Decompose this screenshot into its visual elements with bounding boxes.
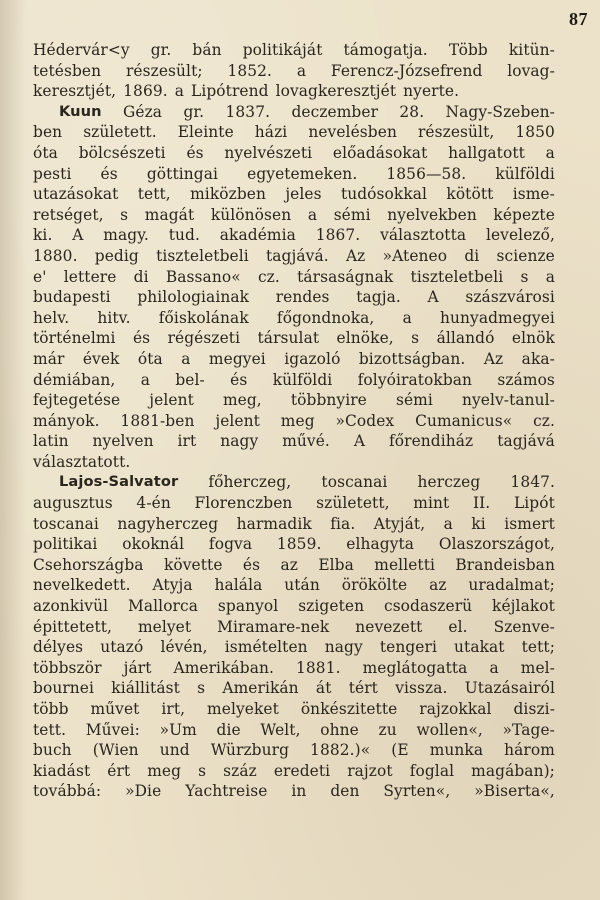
word: a: [307, 205, 318, 224]
word: sémi: [333, 205, 371, 224]
text-line: [33, 761, 555, 782]
word: szigeten: [298, 597, 365, 616]
word: rendes: [275, 288, 330, 307]
word: Lipót: [513, 494, 555, 513]
text-line: [33, 493, 555, 514]
word: Amerikában.: [173, 658, 275, 677]
word: művet: [90, 700, 140, 718]
word: a: [545, 267, 555, 286]
text-line: [33, 411, 555, 432]
word: »Die: [125, 782, 162, 801]
word: lovagkeresztjét: [275, 82, 397, 101]
word: Olaszországot,: [438, 535, 555, 554]
word: mint: [413, 494, 450, 513]
word: philologiainak: [137, 288, 250, 307]
entry-headword: Lajos-Salvator: [59, 473, 179, 491]
word: isme-: [512, 185, 555, 204]
word: képezte: [493, 205, 555, 224]
word: részesült;: [125, 61, 203, 80]
word: sémi: [395, 391, 433, 410]
word: di: [464, 246, 480, 265]
word: 1850: [515, 123, 555, 142]
word: nevelésben: [308, 123, 397, 142]
word: nyelvészeti: [224, 143, 313, 162]
word: és: [230, 370, 248, 389]
word: hunyadmegyei: [440, 308, 555, 327]
word: Mallorca: [128, 597, 199, 616]
word: három: [504, 741, 555, 760]
word: választatott.: [33, 452, 131, 471]
word: pesti: [33, 164, 72, 183]
text-line: [33, 308, 555, 329]
word: házi: [254, 123, 288, 142]
text-line: [33, 699, 555, 720]
word: főgondnoka,: [276, 308, 375, 327]
word: A: [72, 226, 84, 245]
word: elnöke,: [336, 329, 394, 348]
word: többnyire: [290, 391, 367, 410]
word: egyetemeken.: [247, 164, 358, 183]
word: folyóiratokban: [357, 370, 473, 389]
word: kitün-: [508, 41, 555, 59]
word: »Tage-: [502, 720, 555, 739]
word: tudósokkal: [340, 185, 428, 204]
word: gr.: [150, 41, 172, 59]
text-line: [33, 596, 555, 617]
word: elnök: [511, 329, 555, 348]
word: (E: [391, 741, 409, 760]
word: cz.: [257, 267, 280, 286]
entry-headword: Kuun: [59, 102, 102, 120]
word: Yachtreise: [185, 782, 268, 801]
word: a: [443, 514, 453, 533]
word: nyelv-tanul-: [461, 391, 555, 410]
word: keresztjét,: [33, 82, 117, 101]
word: Szenve-: [493, 617, 555, 636]
word: Bassano«: [165, 267, 241, 286]
word: nagyherczeg: [117, 514, 219, 533]
word: vissza.: [395, 679, 448, 698]
word: s: [411, 329, 420, 348]
word: »Um: [159, 720, 197, 739]
word: választotta: [380, 226, 467, 245]
word: ohne: [320, 720, 359, 739]
word: foglal: [409, 761, 455, 780]
word: épittetett,: [33, 617, 113, 636]
word: a: [296, 61, 307, 80]
word: Géza: [122, 102, 163, 121]
word: lévén,: [160, 638, 208, 657]
word: 4-én: [136, 494, 171, 513]
word: azonkivül: [33, 597, 109, 616]
word: s: [520, 267, 529, 286]
text-line: [33, 534, 555, 555]
text-line: [33, 246, 555, 267]
word: melyet: [137, 617, 192, 636]
word: göttingai: [146, 164, 219, 183]
word: Hédervár<y: [33, 41, 130, 59]
word: cz.: [533, 411, 555, 430]
word: előadásokat: [332, 143, 428, 162]
word: tett.: [33, 720, 67, 739]
word: nevelkedett.: [33, 576, 131, 595]
text-line: [33, 40, 555, 61]
word: és: [100, 164, 118, 183]
word: Atyja: [152, 576, 193, 595]
text-line: [33, 781, 555, 802]
word: után: [284, 576, 320, 595]
word: részesült,: [417, 123, 495, 142]
word: helv.: [33, 308, 70, 327]
word: önkészitette: [300, 700, 398, 718]
word: tagja.: [356, 288, 401, 307]
word: tiszteletbeli: [156, 246, 249, 265]
text-line: [33, 431, 555, 452]
text-line: [33, 164, 555, 185]
word: lettere: [63, 267, 117, 286]
word: magy.: [103, 226, 149, 245]
word: társulat: [257, 329, 320, 348]
word: fogva: [208, 535, 253, 554]
word: az: [429, 576, 447, 595]
text-line: [33, 452, 555, 473]
word: miközben: [190, 185, 266, 204]
word: Welt,: [260, 720, 301, 739]
word: munka: [429, 741, 484, 760]
word: délyes: [33, 638, 84, 657]
word: »Biserta«,: [474, 782, 555, 801]
word: melyeket: [207, 700, 279, 718]
word: igazoló: [284, 349, 341, 368]
text-line: [33, 205, 555, 226]
word: és: [132, 329, 151, 348]
word: a: [140, 370, 150, 389]
word: bán: [192, 41, 222, 59]
word: »Ateneo: [382, 246, 448, 265]
word: Több: [448, 41, 488, 59]
binding-shadow: [0, 0, 26, 900]
word: spanyol: [217, 597, 279, 616]
text-line: [33, 720, 555, 741]
word: uradalmat;: [468, 576, 555, 595]
word: e': [33, 267, 47, 286]
word: évek: [82, 349, 120, 368]
word: a: [402, 308, 412, 327]
word: in: [291, 782, 307, 801]
word: akadémia: [219, 226, 296, 245]
word: magát: [144, 205, 195, 224]
word: külföldi: [272, 370, 333, 389]
word: meg: [147, 761, 182, 780]
word: társaságnak: [297, 267, 394, 286]
word: ért: [107, 761, 131, 780]
word: nevezett: [355, 617, 423, 636]
text-line: [33, 122, 555, 143]
word: főherczeg,: [208, 473, 292, 492]
word: tett,: [137, 185, 171, 204]
word: politikáját: [242, 41, 323, 59]
word: melletti: [374, 555, 436, 574]
word: die: [216, 720, 241, 739]
word: kiállitást: [111, 679, 180, 698]
text-line: [33, 370, 555, 391]
word: át: [315, 679, 332, 698]
word: 1859.: [276, 535, 322, 554]
word: wollen«,: [416, 720, 483, 739]
word: mel-: [520, 658, 555, 677]
word: Würzburg: [210, 741, 290, 760]
word: utazásokat: [33, 185, 119, 204]
word: nagy: [324, 638, 363, 657]
word: latin: [33, 432, 69, 451]
word: »Codex: [335, 411, 395, 430]
word: 1847.: [510, 473, 555, 492]
word: megyei: [208, 349, 266, 368]
body-text: [33, 40, 555, 802]
word: rajzot: [347, 761, 393, 780]
word: buch: [33, 741, 72, 760]
word: Nagy-Szeben-: [445, 102, 555, 121]
word: Az: [345, 246, 366, 265]
text-line: [33, 678, 555, 699]
word: kiadást: [33, 761, 91, 780]
word: járt: [123, 658, 152, 677]
word: számos: [497, 370, 555, 389]
word: az: [280, 555, 298, 574]
word: Művei:: [85, 720, 140, 739]
word: Miramare-nek: [217, 617, 330, 636]
text-line: [33, 555, 555, 576]
word: a: [545, 143, 555, 162]
text-line: [33, 617, 555, 638]
word: s: [120, 205, 129, 224]
word: különösen: [210, 205, 292, 224]
word: irt,: [161, 700, 186, 718]
word: ismert: [504, 514, 555, 533]
word: támogatja.: [343, 41, 428, 59]
word: mányok.: [33, 411, 100, 430]
word: száz: [223, 761, 257, 780]
word: már: [33, 349, 65, 368]
word: Syrten«,: [383, 782, 451, 801]
word: 1881.: [296, 658, 341, 677]
word: gr.: [183, 102, 205, 121]
text-line: [33, 61, 555, 82]
word: s: [197, 679, 206, 698]
word: démiában,: [33, 370, 116, 389]
word: bel-: [175, 370, 205, 389]
word: hitv.: [97, 308, 131, 327]
text-line: [33, 81, 555, 102]
text-line: [33, 514, 555, 535]
word: pedig: [94, 246, 139, 265]
text-line: [33, 472, 555, 493]
word: augusztus: [33, 494, 113, 513]
word: meglátogatta: [362, 658, 468, 677]
word: 1856—58.: [386, 164, 467, 183]
word: und: [159, 741, 190, 760]
word: művé.: [282, 432, 330, 451]
word: harmadik: [236, 514, 312, 533]
word: utakat: [454, 638, 505, 657]
word: örökölte: [341, 576, 408, 595]
word: 28.: [399, 102, 425, 121]
word: szászvárosi: [465, 288, 555, 307]
word: ki.: [33, 226, 53, 245]
word: rajzokkal: [419, 700, 492, 718]
word: hallgatott: [448, 143, 525, 162]
text-line: [33, 575, 555, 596]
word: tengeri: [379, 638, 437, 657]
word: Eleinte: [177, 123, 234, 142]
word: 1880.: [33, 246, 78, 265]
word: régészeti: [167, 329, 241, 348]
word: 1869.: [123, 82, 168, 101]
word: óta: [137, 349, 163, 368]
word: ki: [471, 514, 486, 533]
word: (Wien: [92, 741, 139, 760]
text-line: [33, 740, 555, 761]
word: Amerikán: [222, 679, 299, 698]
word: II.: [472, 494, 491, 513]
word: tud.: [168, 226, 200, 245]
word: Lipótrend: [191, 82, 269, 101]
word: di: [133, 267, 149, 286]
word: bizottságban.: [358, 349, 466, 368]
word: diszi-: [513, 700, 555, 718]
word: zu: [378, 720, 397, 739]
word: politikai: [33, 535, 98, 554]
word: tett;: [521, 638, 555, 657]
word: halála: [214, 576, 263, 595]
word: magában);: [471, 761, 555, 780]
word: nagy: [220, 432, 259, 451]
word: a: [489, 658, 499, 677]
word: Utazásairól: [464, 679, 555, 698]
word: tetésben: [33, 61, 102, 80]
page-number: 87: [569, 9, 588, 29]
word: toscanai: [321, 473, 388, 492]
word: 1852.: [227, 61, 273, 80]
word: tagjává: [497, 432, 555, 451]
word: nyelven: [92, 432, 154, 451]
text-line: [33, 637, 555, 658]
word: bournei: [33, 679, 95, 698]
text-line: [33, 102, 555, 123]
word: 1837.: [225, 102, 271, 121]
word: s: [198, 761, 207, 780]
word: tagjává.: [266, 246, 329, 265]
text-line: [33, 143, 555, 164]
word: 1867.: [315, 226, 361, 245]
word: Ferencz-Józsefrend: [330, 61, 483, 80]
word: 1881-ben: [120, 411, 195, 430]
word: állandó: [436, 329, 495, 348]
word: el.: [448, 617, 468, 636]
word: és: [186, 143, 204, 162]
word: több: [33, 700, 69, 718]
word: és: [242, 555, 261, 574]
word: történelmi: [33, 329, 116, 348]
word: külföldi: [495, 164, 555, 183]
word: Atyját,: [373, 514, 426, 533]
word: fia.: [330, 514, 356, 533]
word: többször: [33, 658, 102, 677]
text-line: [33, 267, 555, 288]
word: deczember: [291, 102, 379, 121]
word: Az: [483, 349, 504, 368]
word: meg,: [222, 391, 262, 410]
word: utazó: [100, 638, 144, 657]
word: eredeti: [273, 761, 331, 780]
word: retséget,: [33, 205, 104, 224]
word: továbbá:: [33, 782, 102, 801]
word: Csehországba: [33, 555, 144, 574]
word: a: [181, 349, 191, 368]
text-line: [33, 184, 555, 205]
word: tért: [348, 679, 378, 698]
word: Florenczben: [194, 494, 293, 513]
text-line: [33, 287, 555, 308]
text-line: [33, 390, 555, 411]
word: scienze: [496, 246, 555, 265]
word: főiskolának: [158, 308, 249, 327]
word: főrendiház: [388, 432, 474, 451]
word: jeles: [285, 185, 322, 204]
word: ben: [33, 123, 63, 142]
word: okoknál: [122, 535, 185, 554]
word: herczeg: [417, 473, 481, 492]
text-line: [33, 349, 555, 370]
word: óta: [33, 143, 58, 162]
text-line: [33, 658, 555, 679]
word: elhagyta: [346, 535, 415, 554]
text-line: [33, 328, 555, 349]
word: született.: [83, 123, 157, 142]
word: született,: [316, 494, 390, 513]
word: nyelvekben: [387, 205, 477, 224]
word: meg: [280, 411, 315, 430]
word: nyerte.: [403, 82, 460, 101]
word: jelent: [215, 411, 260, 430]
word: toscanai: [33, 514, 99, 533]
word: követte: [163, 555, 223, 574]
word: jelent: [149, 391, 194, 410]
word: budapesti: [33, 288, 111, 307]
text-line: [33, 225, 555, 246]
word: levelező,: [485, 226, 555, 245]
word: lovag-: [507, 61, 555, 80]
word: csodaszerü: [383, 597, 473, 616]
word: aka-: [521, 349, 555, 368]
word: den: [330, 782, 360, 801]
word: kéjlakot: [492, 597, 555, 616]
word: A: [427, 288, 439, 307]
word: A: [353, 432, 366, 451]
word: kötött: [446, 185, 494, 204]
word: fejtegetése: [33, 391, 121, 410]
word: tiszteletbeli: [410, 267, 504, 286]
word: 1882.)«: [310, 741, 371, 760]
word: Elba: [318, 555, 354, 574]
word: Brandeisban: [455, 555, 555, 574]
word: ismételten: [224, 638, 308, 657]
word: bölcsészeti: [78, 143, 166, 162]
word: Cumanicus«: [415, 411, 513, 430]
word: a: [174, 82, 184, 101]
word: irt: [177, 432, 197, 451]
